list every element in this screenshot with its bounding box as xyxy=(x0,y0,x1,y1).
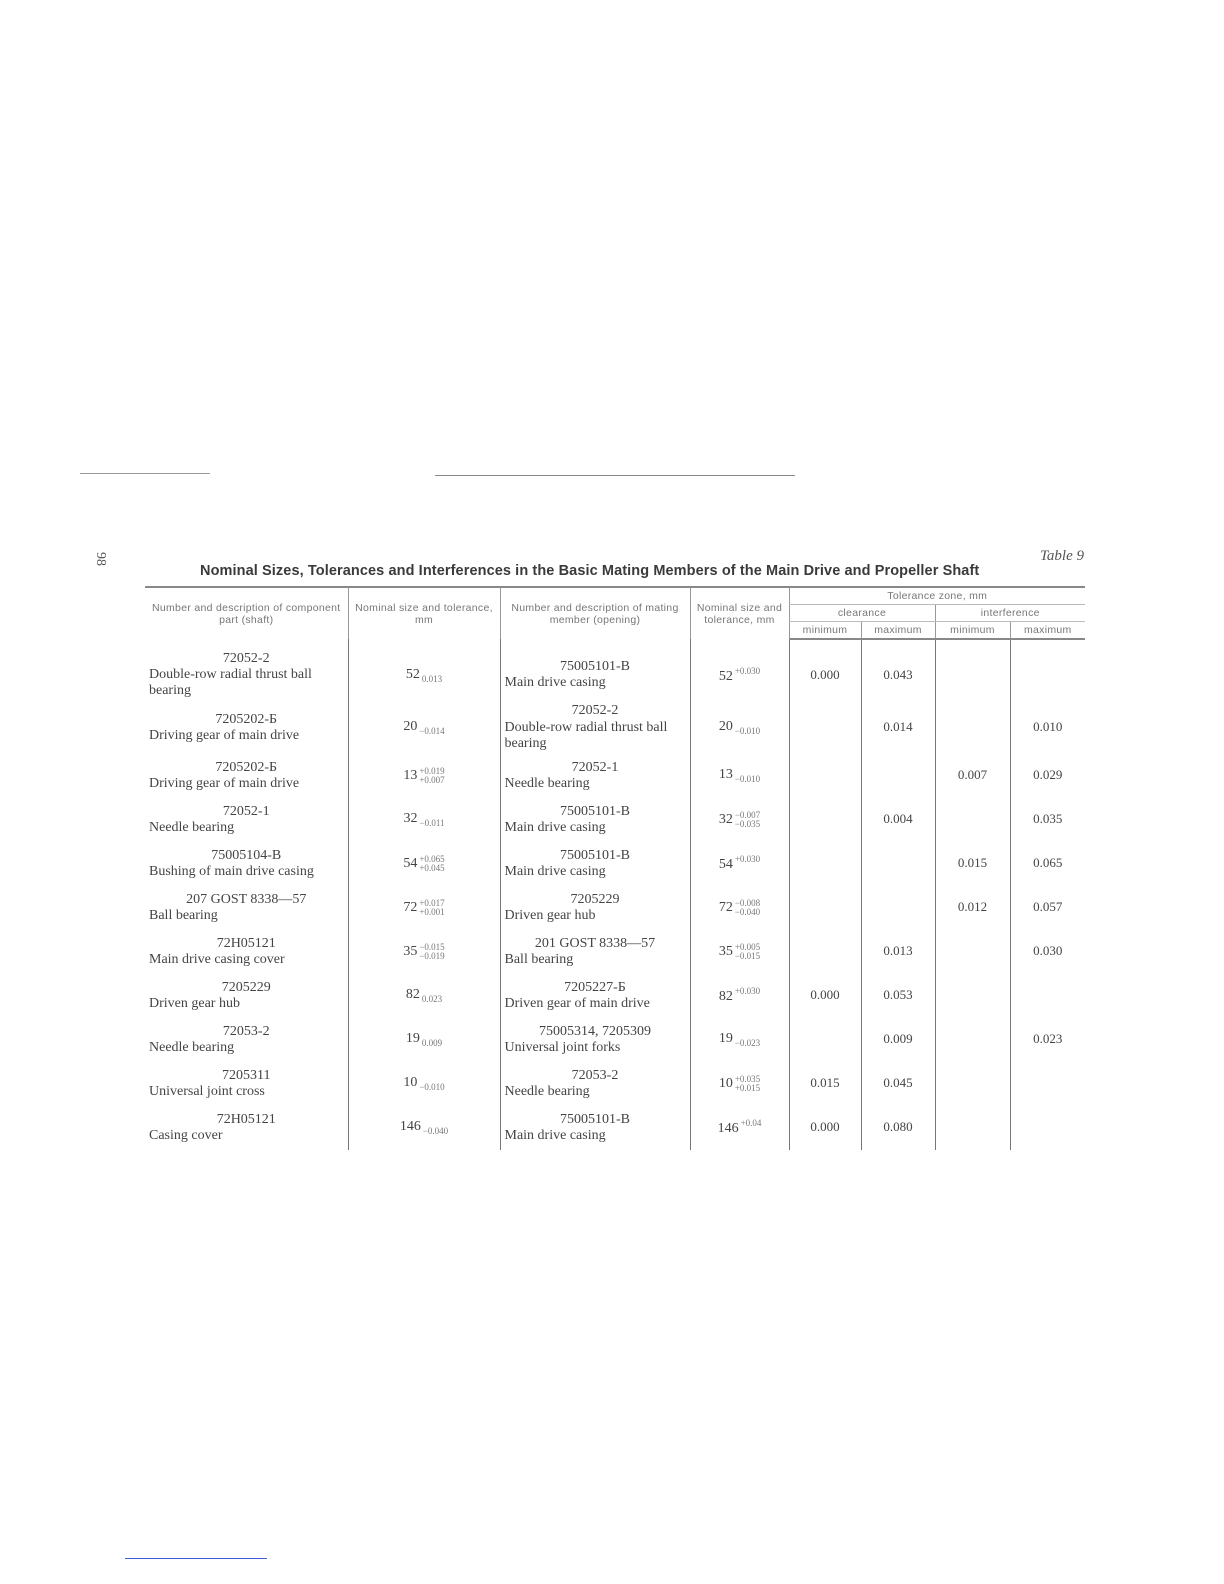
mate-tolerance-stack xyxy=(735,811,760,829)
part-part-number: 72052-1 xyxy=(222,803,270,819)
table-body xyxy=(145,639,1085,1150)
clearance-max-value: 0.009 xyxy=(861,1018,935,1062)
header-clearance-max: maximum xyxy=(861,622,935,640)
table-row xyxy=(145,701,1085,753)
part-part-name: Needle bearing xyxy=(149,1039,235,1055)
interference-max-value: 0.065 xyxy=(1010,842,1085,886)
part-size-cell xyxy=(348,930,500,974)
part-nominal-size: 146 xyxy=(399,1119,421,1135)
part-tolerance: −0.011 xyxy=(419,818,445,829)
mate-part-name: Universal joint forks xyxy=(504,1039,621,1055)
part-description-cell xyxy=(145,842,348,886)
mate-tolerance-stack xyxy=(735,899,760,917)
mate-size-cell xyxy=(690,842,789,886)
mate-size-cell xyxy=(690,1106,789,1150)
part-nominal-size: 82 xyxy=(405,987,420,1003)
mate-description-cell xyxy=(500,886,690,930)
table-title: Nominal Sizes, Tolerances and Interferences in the Basic Mating Members of the Main Drive and Propeller Shaft xyxy=(200,563,980,579)
table-row xyxy=(145,1018,1085,1062)
mate-nominal-size: 32 xyxy=(718,811,733,827)
mate-part-number: 72052-2 xyxy=(571,703,619,719)
interference-max-value xyxy=(1010,1062,1085,1106)
part-part-name: Bushing of main drive casing xyxy=(149,863,314,879)
part-part-number: 7205229 xyxy=(221,979,271,995)
part-nominal-size: 35 xyxy=(403,943,418,959)
scan-artifact-underline xyxy=(125,1558,267,1559)
part-size-cell xyxy=(348,639,500,701)
part-part-name: Casing cover xyxy=(149,1127,223,1143)
mate-tolerance-upper: −0.007 xyxy=(734,809,761,820)
interference-min-value xyxy=(935,701,1010,753)
part-part-number: 7205202-Б xyxy=(215,759,278,775)
mate-nominal-size: 13 xyxy=(718,767,733,783)
part-part-number: 72053-2 xyxy=(222,1023,270,1039)
table-row xyxy=(145,886,1085,930)
header-clearance-min: minimum xyxy=(789,622,861,640)
part-nominal-size: 13 xyxy=(403,767,418,783)
part-part-name: Driven gear hub xyxy=(149,995,240,1011)
part-part-number: 207 GOST 8338—57 xyxy=(186,891,307,907)
part-tolerance-stack xyxy=(419,855,444,873)
clearance-max-value xyxy=(861,754,935,798)
mate-size-cell xyxy=(690,798,789,842)
mate-tolerance: +0.030 xyxy=(734,665,761,676)
part-tolerance: −0.040 xyxy=(422,1126,449,1137)
part-nominal-size: 72 xyxy=(403,899,418,915)
mate-description-cell xyxy=(500,1018,690,1062)
part-description-cell xyxy=(145,754,348,798)
mate-size-cell xyxy=(690,1062,789,1106)
clearance-max-value: 0.080 xyxy=(861,1106,935,1150)
mate-description-cell xyxy=(500,1106,690,1150)
part-nominal-size: 10 xyxy=(403,1075,418,1091)
clearance-min-value xyxy=(789,798,861,842)
interference-max-value: 0.035 xyxy=(1010,798,1085,842)
part-tolerance-upper: +0.065 xyxy=(419,853,445,864)
mate-tolerance-upper: +0.035 xyxy=(734,1073,761,1084)
mate-part-number: 7205229 xyxy=(570,891,620,907)
part-part-name: Needle bearing xyxy=(149,819,235,835)
clearance-min-value xyxy=(789,930,861,974)
scan-artifact-line xyxy=(80,473,210,474)
clearance-min-value: 0.000 xyxy=(789,639,861,701)
interference-max-value: 0.029 xyxy=(1010,754,1085,798)
part-size-cell xyxy=(348,1106,500,1150)
part-part-number: 72H05121 xyxy=(216,1111,276,1127)
header-mating: Number and description of mating member (opening) xyxy=(500,587,690,639)
part-tolerance-upper: +0.019 xyxy=(419,765,445,776)
clearance-min-value: 0.000 xyxy=(789,974,861,1018)
part-part-name: Driving gear of main drive xyxy=(149,727,300,743)
interference-min-value: 0.015 xyxy=(935,842,1010,886)
part-nominal-size: 19 xyxy=(405,1031,420,1047)
part-tolerance-lower: +0.045 xyxy=(419,862,445,873)
mate-nominal-size: 35 xyxy=(718,943,733,959)
header-nominal-mating: Nominal size and tolerance, mm xyxy=(690,587,789,639)
part-part-name: Universal joint cross xyxy=(149,1083,265,1099)
mate-part-name: Main drive casing xyxy=(504,675,606,691)
part-size-cell xyxy=(348,1062,500,1106)
interference-max-value: 0.023 xyxy=(1010,1018,1085,1062)
mate-nominal-size: 19 xyxy=(718,1031,733,1047)
part-tolerance: −0.010 xyxy=(419,1082,445,1093)
mate-tolerance: +0.030 xyxy=(734,986,761,997)
part-tolerance: 0.023 xyxy=(421,994,443,1005)
part-size-cell xyxy=(348,798,500,842)
mate-part-number: 75005101-B xyxy=(560,659,630,675)
mate-description-cell xyxy=(500,842,690,886)
mate-part-name: Ball bearing xyxy=(504,951,574,967)
part-tolerance: −0.014 xyxy=(419,725,445,736)
mate-nominal-size: 82 xyxy=(718,989,733,1005)
mate-description-cell xyxy=(500,639,690,701)
interference-min-value: 0.012 xyxy=(935,886,1010,930)
clearance-max-value: 0.053 xyxy=(861,974,935,1018)
mate-tolerance-lower: −0.035 xyxy=(734,818,761,829)
part-size-cell xyxy=(348,754,500,798)
interference-min-value xyxy=(935,798,1010,842)
interference-max-value: 0.057 xyxy=(1010,886,1085,930)
mate-part-name: Double-row radial thrust ball bearing xyxy=(504,719,668,751)
part-part-number: 75005104-B xyxy=(211,847,282,863)
table-row xyxy=(145,798,1085,842)
mate-description-cell xyxy=(500,1062,690,1106)
mate-description-cell xyxy=(500,930,690,974)
mate-part-number: 75005101-B xyxy=(560,847,630,863)
mate-nominal-size: 54 xyxy=(718,857,733,873)
part-tolerance: 0.009 xyxy=(421,1038,443,1049)
mate-nominal-size: 10 xyxy=(718,1075,733,1091)
table-row xyxy=(145,1106,1085,1150)
clearance-min-value xyxy=(789,842,861,886)
part-part-number: 7205311 xyxy=(222,1067,271,1083)
mate-tolerance-lower: −0.015 xyxy=(734,950,761,961)
mate-size-cell xyxy=(690,930,789,974)
header-component: Number and description of component part (shaft) xyxy=(145,587,348,639)
interference-max-value xyxy=(1010,1106,1085,1150)
part-tolerance-lower: +0.001 xyxy=(419,906,445,917)
interference-min-value xyxy=(935,1018,1010,1062)
mate-size-cell xyxy=(690,886,789,930)
mate-tolerance-lower: −0.040 xyxy=(734,906,761,917)
interference-min-value xyxy=(935,930,1010,974)
part-description-cell xyxy=(145,639,348,701)
clearance-max-value: 0.045 xyxy=(861,1062,935,1106)
mate-part-name: Main drive casing xyxy=(504,819,606,835)
header-interference-min: minimum xyxy=(935,622,1010,640)
mate-part-number: 7205227-Б xyxy=(564,979,626,995)
mate-size-cell xyxy=(690,639,789,701)
interference-min-value xyxy=(935,1062,1010,1106)
table-row xyxy=(145,930,1085,974)
part-nominal-size: 32 xyxy=(403,811,418,827)
mate-size-cell xyxy=(690,701,789,753)
part-tolerance-lower: +0.007 xyxy=(419,774,445,785)
part-description-cell xyxy=(145,974,348,1018)
scan-artifact-line xyxy=(435,475,795,476)
mate-tolerance-upper: −0.008 xyxy=(734,897,761,908)
mate-part-name: Driven gear of main drive xyxy=(504,995,650,1011)
part-size-cell xyxy=(348,974,500,1018)
mate-size-cell xyxy=(690,1018,789,1062)
mate-part-name: Main drive casing xyxy=(504,1127,606,1143)
clearance-min-value xyxy=(789,701,861,753)
part-description-cell xyxy=(145,701,348,753)
part-nominal-size: 20 xyxy=(403,718,418,734)
part-description-cell xyxy=(145,1018,348,1062)
part-description-cell xyxy=(145,886,348,930)
part-part-number: 72H05121 xyxy=(216,935,276,951)
header-interference: interference xyxy=(935,605,1085,622)
mate-tolerance: −0.010 xyxy=(734,725,761,736)
mate-description-cell xyxy=(500,974,690,1018)
table-row xyxy=(145,974,1085,1018)
table-row xyxy=(145,639,1085,701)
mate-tolerance-stack xyxy=(735,943,760,961)
clearance-min-value xyxy=(789,754,861,798)
mate-part-name: Main drive casing xyxy=(504,863,606,879)
table-row xyxy=(145,1062,1085,1106)
mate-part-number: 75005101-B xyxy=(560,1111,630,1127)
mate-part-number: 75005101-B xyxy=(560,803,630,819)
part-description-cell xyxy=(145,798,348,842)
part-part-name: Main drive casing cover xyxy=(149,951,285,967)
part-size-cell xyxy=(348,701,500,753)
part-size-cell xyxy=(348,842,500,886)
part-tolerance-stack xyxy=(419,899,444,917)
interference-min-value xyxy=(935,974,1010,1018)
table-row xyxy=(145,842,1085,886)
mate-description-cell xyxy=(500,701,690,753)
mate-tolerance: +0.04 xyxy=(740,1118,762,1129)
interference-min-value xyxy=(935,1106,1010,1150)
part-part-number: 72052-2 xyxy=(222,651,270,667)
mate-part-number: 72052-1 xyxy=(571,759,619,775)
clearance-max-value: 0.043 xyxy=(861,639,935,701)
mate-part-name: Needle bearing xyxy=(504,1083,590,1099)
clearance-max-value: 0.013 xyxy=(861,930,935,974)
clearance-min-value: 0.015 xyxy=(789,1062,861,1106)
mate-tolerance-upper: +0.005 xyxy=(734,941,761,952)
mate-part-number: 75005314, 7205309 xyxy=(539,1023,651,1039)
part-tolerance-upper: +0.017 xyxy=(419,897,445,908)
part-tolerance-stack xyxy=(419,767,444,785)
mate-part-name: Needle bearing xyxy=(504,775,590,791)
part-tolerance: 0.013 xyxy=(421,673,443,684)
part-description-cell xyxy=(145,1106,348,1150)
header-tolerance-zone: Tolerance zone, mm xyxy=(789,587,1085,605)
part-part-number: 7205202-Б xyxy=(215,711,278,727)
part-tolerance-upper: −0.015 xyxy=(419,941,445,952)
mate-size-cell xyxy=(690,754,789,798)
mate-part-number: 72053-2 xyxy=(571,1067,619,1083)
interference-max-value xyxy=(1010,974,1085,1018)
mate-size-cell xyxy=(690,974,789,1018)
header-interference-max: maximum xyxy=(1010,622,1085,640)
part-description-cell xyxy=(145,930,348,974)
mate-tolerance-stack xyxy=(735,1075,760,1093)
mate-tolerance: −0.023 xyxy=(734,1038,761,1049)
part-size-cell xyxy=(348,886,500,930)
part-part-name: Ball bearing xyxy=(149,907,218,923)
mate-tolerance: +0.030 xyxy=(734,854,761,865)
clearance-max-value: 0.014 xyxy=(861,701,935,753)
mate-nominal-size: 72 xyxy=(718,899,733,915)
part-nominal-size: 54 xyxy=(403,855,418,871)
clearance-max-value: 0.004 xyxy=(861,798,935,842)
interference-max-value: 0.030 xyxy=(1010,930,1085,974)
mate-description-cell xyxy=(500,798,690,842)
part-part-name: Driving gear of main drive xyxy=(149,775,300,791)
part-description-cell xyxy=(145,1062,348,1106)
tolerance-table xyxy=(145,586,1085,1150)
part-tolerance-lower: −0.019 xyxy=(419,950,445,961)
mate-part-name: Driven gear hub xyxy=(504,907,596,923)
header-nominal-component: Nominal size and tolerance, mm xyxy=(348,587,500,639)
header-clearance: clearance xyxy=(789,605,935,622)
table-label: Table 9 xyxy=(1039,548,1084,564)
interference-max-value xyxy=(1010,639,1085,701)
mate-nominal-size: 20 xyxy=(718,718,733,734)
part-nominal-size: 52 xyxy=(405,666,420,682)
clearance-max-value xyxy=(861,886,935,930)
mate-part-number: 201 GOST 8338—57 xyxy=(534,935,656,951)
interference-max-value: 0.010 xyxy=(1010,701,1085,753)
part-part-name: Double-row radial thrust ball bearing xyxy=(149,667,312,699)
interference-min-value: 0.007 xyxy=(935,754,1010,798)
part-tolerance-stack xyxy=(419,943,444,961)
clearance-min-value xyxy=(789,1018,861,1062)
mate-tolerance: −0.010 xyxy=(734,774,761,785)
mate-nominal-size: 52 xyxy=(718,668,733,684)
page-number: 98 xyxy=(93,552,108,566)
clearance-min-value: 0.000 xyxy=(789,1106,861,1150)
part-size-cell xyxy=(348,1018,500,1062)
mate-nominal-size: 146 xyxy=(717,1121,739,1137)
mate-description-cell xyxy=(500,754,690,798)
table-row xyxy=(145,754,1085,798)
mate-tolerance-lower: +0.015 xyxy=(734,1082,761,1093)
interference-min-value xyxy=(935,639,1010,701)
clearance-min-value xyxy=(789,886,861,930)
clearance-max-value xyxy=(861,842,935,886)
